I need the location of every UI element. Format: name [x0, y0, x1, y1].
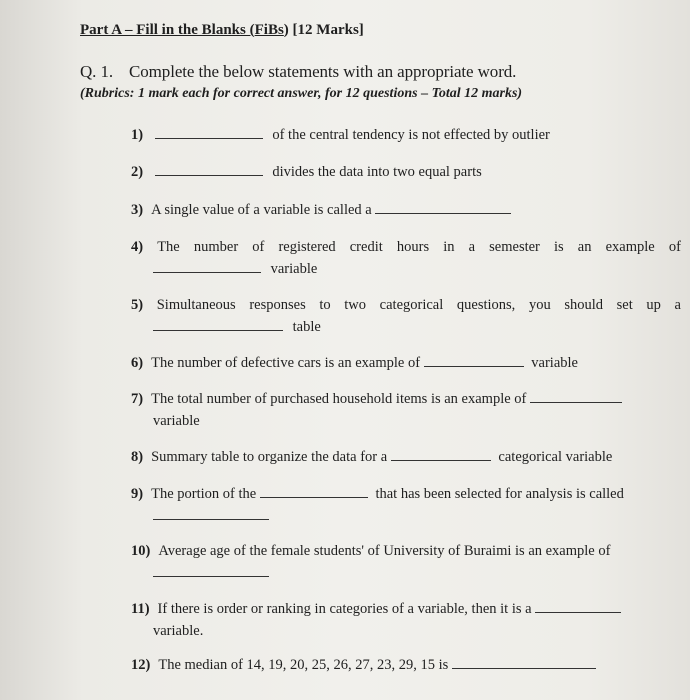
item-5-line-2: table — [153, 316, 321, 338]
section-heading: Part A – Fill in the Blanks (FiBs) [12 Marks] — [80, 22, 364, 38]
answer-blank-7[interactable] — [530, 388, 622, 403]
answer-blank-2[interactable] — [155, 161, 263, 176]
item-9-line-2 — [153, 505, 269, 527]
item-11-line-2: variable. — [153, 623, 204, 639]
answer-blank-12[interactable] — [452, 654, 596, 669]
fill-item-9: 9) The portion of the that has been selected for analysis is called — [131, 483, 681, 505]
fill-item-2: 2) divides the data into two equal parts — [131, 161, 681, 183]
fill-item-7: 7) The total number of purchased household items is an example of variable — [131, 388, 681, 410]
answer-blank-3[interactable] — [375, 199, 511, 214]
fill-item-12: 12) The median of 14, 19, 20, 25, 26, 27, 23, 29, 15 is — [131, 654, 681, 676]
answer-blank-1[interactable] — [155, 124, 263, 139]
item-5-line-1: 5) Simultaneous responses to two categorical questions, you should set up a — [131, 297, 681, 313]
answer-blank-6[interactable] — [424, 352, 524, 367]
item-10-line-2 — [153, 562, 269, 584]
fill-item-3: 3) A single value of a variable is called a — [131, 199, 681, 221]
question-text: Complete the below statements with an appropriate word. — [129, 62, 517, 81]
fill-item-6: 6) The number of defective cars is an example of variable — [131, 352, 681, 374]
answer-blank-9a[interactable] — [260, 483, 368, 498]
fill-item-8: 8) Summary table to organize the data for a categorical variable — [131, 446, 681, 468]
fibs-abbrev: FiBs — [254, 22, 284, 38]
item-7-line-2: variable — [153, 413, 200, 429]
answer-blank-4[interactable] — [153, 258, 261, 273]
fill-item-5 — [131, 294, 681, 335]
answer-blank-8[interactable] — [391, 446, 491, 461]
question-title — [80, 62, 516, 82]
answer-blank-11[interactable] — [535, 598, 621, 613]
answer-blank-10[interactable] — [153, 562, 269, 577]
item-4-line-1: 4) The number of registered credit hours in a semester is an example of — [131, 239, 681, 255]
fill-item-10: 10) Average age of the female students' of University of Buraimi is an example of — [131, 540, 681, 562]
answer-blank-9b[interactable] — [153, 505, 269, 520]
question-number: Q. 1. — [80, 62, 114, 81]
rubric-text: (Rubrics: 1 mark each for correct answer, for 12 questions – Total 12 marks) — [80, 86, 523, 101]
fill-item-1: 1) of the central tendency is not effected by outlier — [131, 124, 681, 146]
answer-blank-5[interactable] — [153, 316, 283, 331]
item-4-line-2: variable — [153, 258, 317, 280]
fill-item-11: 11) If there is order or ranking in categories of a variable, then it is a variable. — [131, 598, 681, 620]
fill-item-4 — [131, 236, 681, 277]
